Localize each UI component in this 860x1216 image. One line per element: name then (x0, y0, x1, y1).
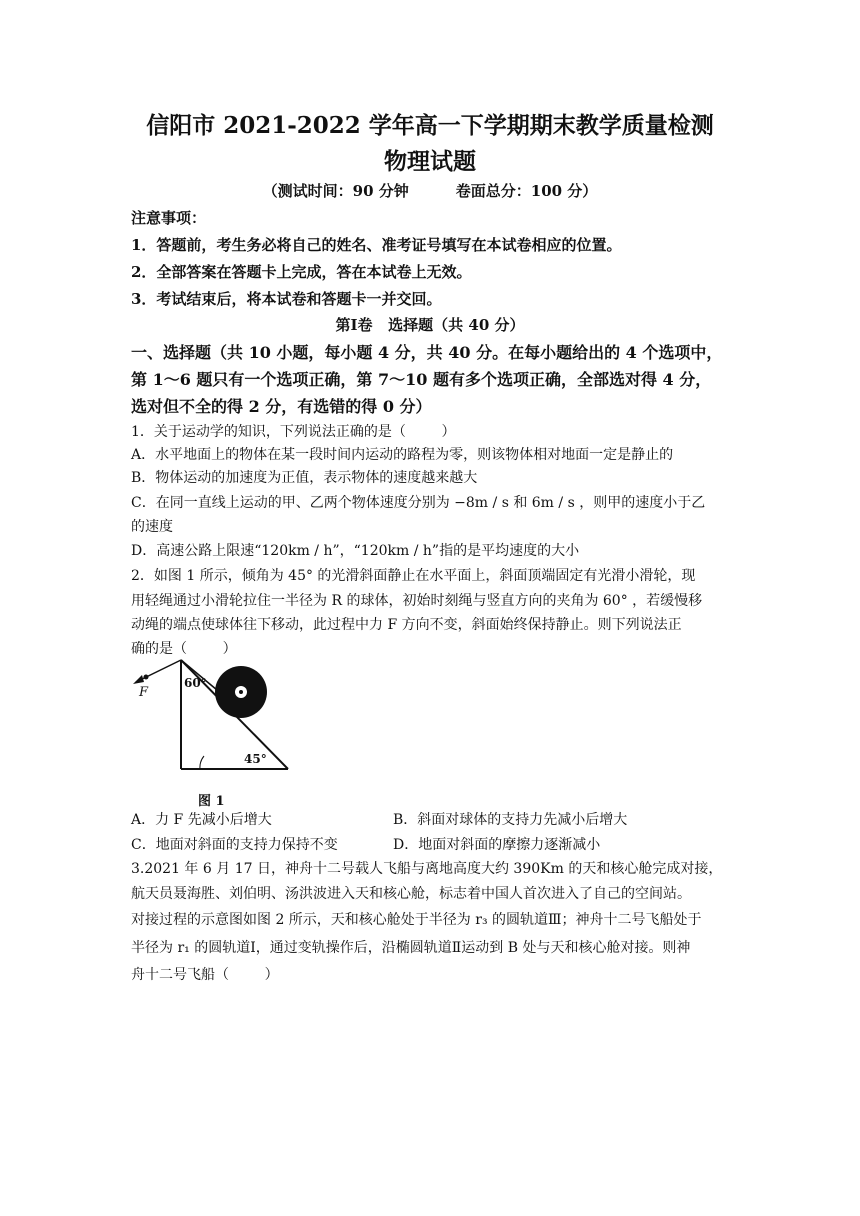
section-intro: 选对但不全的得 2 分，有选错的得 0 分） (131, 397, 432, 416)
q2-option-b: B．斜面对球体的支持力先减小后增大 (393, 812, 628, 828)
force-arrow-icon (133, 675, 144, 684)
q2-option-a: A．力 F 先减小后增大 (131, 812, 272, 828)
q1-option-b: B．物体运动的加速度为正值，表示物体的速度越来越大 (131, 470, 478, 486)
exam-info: （测试时间：90 分钟 卷面总分：100 分） (262, 182, 598, 200)
force-label: F (139, 685, 149, 700)
notice-item: 1．答题前，考生务必将自己的姓名、准考证号填写在本试卷相应的位置。 (131, 236, 622, 254)
figure-caption: 图 1 (198, 794, 225, 809)
section-intro: 第 1～6 题只有一个选项正确，第 7～10 题有多个选项正确，全部选对得 4 分， (131, 370, 712, 389)
q1-option-c: C．在同一直线上运动的甲、乙两个物体速度分别为 −8m / s 和 6m / s ，则甲的速度小于乙 (131, 495, 706, 511)
notice-item: 3．考试结束后，将本试卷和答题卡一并交回。 (131, 290, 442, 308)
exam-title: 信阳市 2021-2022 学年高一下学期期末教学质量检测 (146, 112, 714, 139)
q1-option-d: D．高速公路上限速“120km / h”，“120km / h”指的是平均速度的大小 (131, 543, 580, 559)
q2-stem: 确的是（ ） (131, 641, 237, 657)
q2-stem: 2．如图 1 所示，倾角为 45° 的光滑斜面静止在水平面上，斜面顶端固定有光滑小滑轮，现 (131, 568, 696, 584)
q3-stem: 舟十二号飞船（ ） (131, 967, 279, 983)
q1-option-c-cont: 的速度 (131, 519, 173, 535)
angle-label-bottom: 45° (244, 752, 267, 766)
q1-stem: 1．关于运动学的知识，下列说法正确的是（ ） (131, 424, 456, 440)
notice-item: 2．全部答案在答题卡上完成，答在本试卷上无效。 (131, 263, 472, 281)
q2-option-d: D．地面对斜面的摩擦力逐渐减小 (393, 837, 601, 853)
q3-stem: 航天员聂海胜、刘伯明、汤洪波进入天和核心舱，标志着中国人首次进入了自己的空间站。 (131, 886, 691, 902)
section-intro: 一、选择题（共 10 小题，每小题 4 分，共 40 分。在每小题给出的 4 个选项中， (131, 343, 723, 362)
section-title: 第Ⅰ卷 选择题（共 40 分） (335, 316, 525, 334)
q1-option-a: A．水平地面上的物体在某一段时间内运动的路程为零，则该物体相对地面一定是静止的 (131, 447, 674, 463)
q2-option-c: C．地面对斜面的支持力保持不变 (131, 837, 338, 853)
notice-heading: 注意事项： (131, 209, 207, 227)
q3-stem: 3.2021 年 6 月 17 日，神舟十二号载人飞船与离地高度大约 390Km 的天和核心舱完成对接， (131, 861, 723, 877)
q2-stem: 用轻绳通过小滑轮拉住一半径为 R 的球体，初始时刻绳与竖直方向的夹角为 60° ，若缓慢移 (131, 593, 703, 609)
q3-stem: 半径为 r₁ 的圆轨道Ⅰ，通过变轨操作后，沿椭圆轨道Ⅱ运动到 B 处与天和核心舱对接。则神 (131, 940, 691, 956)
angle-label-top: 60° (184, 676, 207, 690)
incline-figure (130, 655, 300, 780)
rope-end-point (144, 675, 149, 680)
q2-stem: 动绳的端点使球体往下移动，此过程中力 F 方向不变，斜面始终保持静止。则下列说法正 (131, 617, 682, 633)
subject-title: 物理试题 (384, 148, 476, 175)
q3-stem: 对接过程的示意图如图 2 所示，天和核心舱处于半径为 r₃ 的圆轨道Ⅲ；神舟十二号飞船处于 (131, 912, 702, 928)
